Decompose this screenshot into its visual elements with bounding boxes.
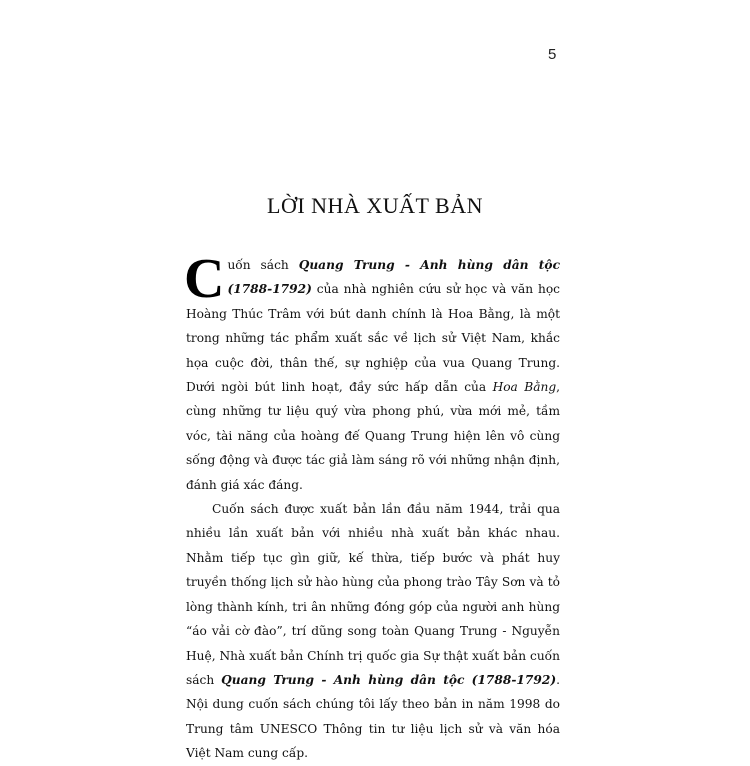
book-title: Quang Trung - Anh hùng dân tộc (1788-1792)	[227, 258, 560, 297]
page-number: 5	[548, 46, 557, 63]
page-title: LỜI NHÀ XUẤT BẢN	[267, 192, 483, 218]
text-segment: . Nội dung cuốn sách chúng tôi lấy theo bản in năm 1998 do Trung tâm UNESCO Thông tin tư liệu lịch sử và văn hóa Việt Nam cung cấp.	[186, 672, 560, 761]
text-segment: , cùng những tư liệu quý vừa phong phú, vừa mới mẻ, tầm vóc, tài năng của hoàng đế Quang Trung hiện lên vô cùng sống động và được tác giả làm sáng rõ với những nhận định, đánh giá xác đáng.	[186, 380, 561, 492]
paragraph-2	[186, 497, 560, 765]
paragraph-1	[184, 248, 561, 497]
text-segment: của nhà nghiên cứu sử học và văn học Hoàng Thúc Trâm với bút danh chính là Hoa Bằng, là một trong những tác phẩm xuất sắc về lịch sử Việt Nam, khắc họa cuộc đời, thân thế, sự nghiệp của vua Quang Trung. Dưới ngòi bút linh hoạt, đầy sức hấp dẫn của	[186, 282, 560, 395]
text-segment: Cuốn sách được xuất bản lần đầu năm 1944, trải qua nhiều lần xuất bản với nhiều nhà xuất bản khác nhau. Nhằm tiếp tục gìn giữ, kế thừa, tiếp bước và phát huy truyền thống lịch sử hào hùng của phong trào Tây Sơn và tỏ lòng thành kính, tri ân những đóng góp của người anh hùng “áo vải cờ đào”, trí dũng song toàn Quang Trung - Nguyễn Huệ, Nhà xuất bản Chính trị quốc gia Sự thật xuất bản cuốn sách	[186, 502, 560, 687]
author-pen-name: Hoa Bằng	[492, 380, 557, 395]
drop-cap: C	[184, 248, 225, 310]
text-segment: uốn sách	[227, 258, 299, 272]
book-title: Quang Trung - Anh hùng dân tộc (1788-1792)	[221, 672, 557, 687]
body-text	[184, 248, 561, 766]
